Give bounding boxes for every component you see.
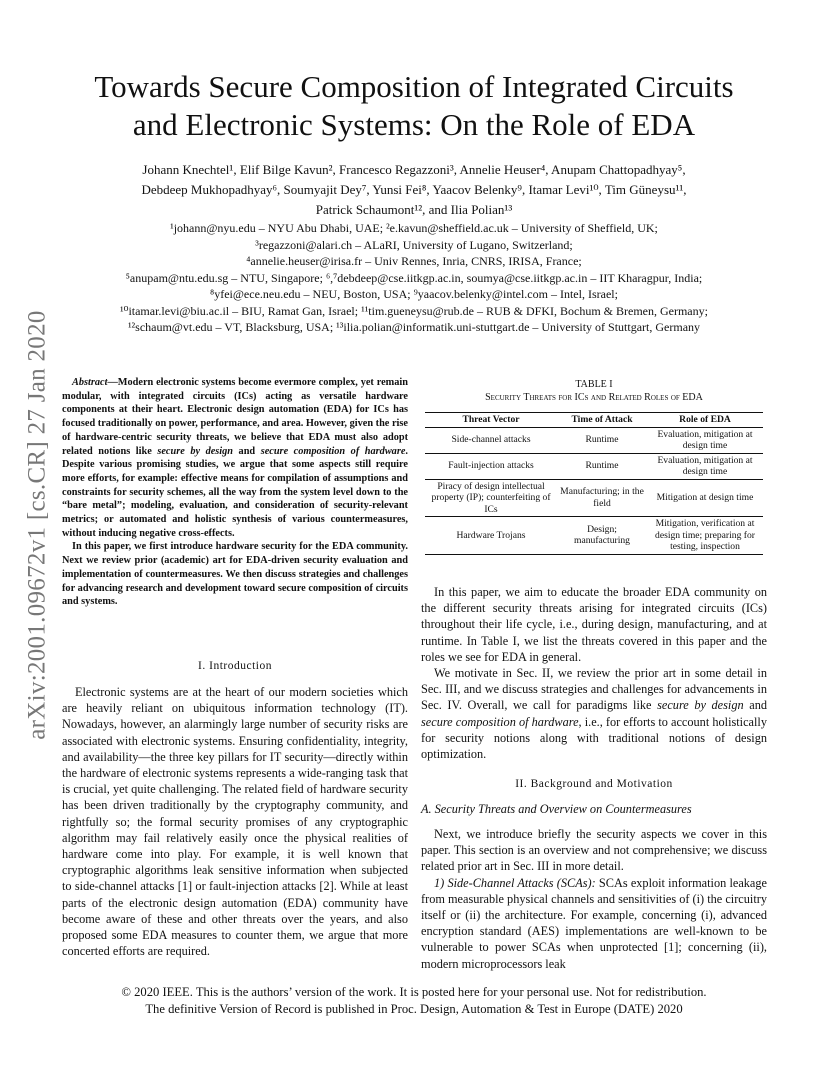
- author-list: [60, 160, 768, 220]
- footer-line-2: The definitive Version of Record is published in Proc. Design, Automation & Test in Europe (DATE) 2020: [145, 1002, 683, 1016]
- right-paragraph-2: [421, 665, 767, 762]
- table-cell: Side-channel attacks: [425, 427, 557, 453]
- table-cell: Evaluation, mitigation at design time: [647, 427, 763, 453]
- title-line-1: Towards Secure Composition of Integrated Circuits: [94, 69, 734, 104]
- arxiv-stamp: [18, 290, 58, 760]
- body-text: , i.e., for efforts to account holistically for security notions along with traditional notions of design optimization.: [421, 714, 767, 762]
- body-emphasis: secure composition of hardware: [421, 714, 579, 729]
- table-cell: Fault-injection attacks: [425, 453, 557, 479]
- table-header-cell: Role of EDA: [647, 413, 763, 428]
- table-cell: Hardware Trojans: [425, 517, 557, 555]
- footer-line-1: © 2020 IEEE. This is the authors’ version of the work. It is posted here for your personal use. Not for redistribution.: [121, 985, 707, 999]
- table-row: [425, 517, 763, 555]
- table-row: [425, 427, 763, 453]
- table-header-cell: Time of Attack: [557, 413, 647, 428]
- abstract-emphasis: secure composition of hardware: [260, 445, 406, 457]
- table-cell: Evaluation, mitigation at design time: [647, 453, 763, 479]
- abstract-text: . Despite various promising studies, we argue that some aspects still require more efforts, for example: effective means for compilation of assumptions and constraints for security schemes, all the way from the system level down to the “bare metal”; modeling, evaluation, and consideration of security-relevant metrics; or automated and holistic synthesis of various countermeasures, without inducing negative cross-effects.: [62, 445, 408, 539]
- body-text: SCAs exploit information leakage from measurable physical channels and sensitivities of (i) the circuitry itself or (ii) the architecture. For example, concerning (i), advanced encryption standard (AES) implementations are well-known to be vulnerable to power SCAs when unprotected [1]; concerning (ii), modern microprocessors leak: [421, 875, 767, 971]
- abstract-label: Abstract: [72, 377, 108, 388]
- table-cell: Piracy of design intellectual property (IP); counterfeiting of ICs: [425, 479, 557, 517]
- body-text: and: [743, 698, 767, 713]
- abstract: [62, 376, 408, 609]
- affiliation-line: ¹johann@nyu.edu – NYU Abu Dhabi, UAE; ²e.kavun@sheffield.ac.uk – University of Sheffield, UK;: [170, 221, 658, 235]
- background-body: [421, 826, 767, 972]
- copyright-footer: [40, 984, 788, 1018]
- affiliation-line: ⁴annelie.heuser@irisa.fr – Univ Rennes, Inria, CNRS, IRISA, France;: [246, 254, 582, 268]
- intro-heading: I. Introduction: [198, 660, 272, 672]
- background-subheading: A. Security Threats and Overview on Countermeasures: [421, 802, 692, 816]
- table-cell: Mitigation, verification at design time; preparing for testing, inspection: [647, 517, 763, 555]
- abstract-paragraph-1: [62, 376, 408, 540]
- affiliations: [40, 220, 788, 336]
- abstract-emphasis: secure by design: [157, 445, 234, 457]
- table-header-row: [425, 413, 763, 428]
- abstract-text: and: [233, 445, 261, 457]
- affiliation-line: ¹²schaum@vt.edu – VT, Blacksburg, USA; ¹³ilia.polian@informatik.uni-stuttgart.de – University of Stuttgart, Germany: [127, 320, 701, 334]
- authors-line-1: Johann Knechtel¹, Elif Bilge Kavun², Francesco Regazzoni³, Annelie Heuser⁴, Anupam Chattopadhyay⁵,: [142, 162, 686, 177]
- background-paragraph-1: Next, we introduce briefly the security aspects we cover in this paper. This section is an overview and not comprehensive; we discuss related prior art in Sec. III in more detail.: [421, 827, 767, 874]
- body-text: We motivate in Sec. II, we review the prior art in some detail in Sec. III, and we discuss strategies and challenges for advancements in Sec. IV. Overall, we call for paradigms like: [421, 666, 767, 713]
- table-cell: Manufacturing; in the field: [557, 479, 647, 517]
- right-body: [421, 584, 767, 762]
- affiliation-line: ⁸yfei@ece.neu.edu – NEU, Boston, USA; ⁹yaacov.belenky@intel.com – Intel, Israel;: [210, 287, 618, 301]
- abstract-paragraph-2: In this paper, we first introduce hardware security for the EDA community. Next we review prior (academic) art for EDA-driven security evaluation and implementation of countermeasures. We then discuss strategies and challenges for advancing research and development toward secure composition of circuits and systems.: [62, 541, 408, 608]
- table-cell: Mitigation at design time: [647, 479, 763, 517]
- table-row: [425, 453, 763, 479]
- body-emphasis: secure by design: [657, 698, 744, 713]
- arxiv-stamp-text: arXiv:2001.09672v1 [cs.CR] 27 Jan 2020: [24, 310, 52, 740]
- threats-table: [425, 412, 763, 555]
- table-cell: Design; manufacturing: [557, 517, 647, 555]
- affiliation-line: ¹⁰itamar.levi@biu.ac.il – BIU, Ramat Gan, Israel; ¹¹tim.gueneysu@rub.de – RUB & DFKI, Bochum & Bremen, Germany;: [120, 303, 708, 318]
- affiliation-line: ⁵anupam@ntu.edu.sg – NTU, Singapore; ⁶,⁷debdeep@cse.iitkgp.ac.in, soumya@cse.iitkgp.ac.in – IIT Kharagpur, India;: [125, 270, 703, 285]
- intro-paragraph-1: Electronic systems are at the heart of our modern societies which are heavily reliant on ubiquitous information technology (IT). Nowadays, however, an alarmingly large number of security risks are associated with electronic systems. Ensuring confidentiality, integrity, and availability—the three key pillars for IT security—directly within the hardware of electronic systems represents a wide-ranging task that is crucial, yet quite challenging. The related field of hardware security has been driven traditionally by the cryptography community, and rightfully so; the formal security promises of any cryptographic algorithm may fail relatively easily once the physical realities of hardware come into play. For example, it is well known that cryptographic algorithms leak sensitive information when subjected to side-channel attacks [1] or fault-injection attacks [2]. While at least parts of the electronic design automation (EDA) community have become aware of these and other threats over the years, and also proposed some EDA measures to counter them, we argue that more concerted efforts are required.: [62, 685, 408, 959]
- table-label: TABLE I: [575, 379, 613, 390]
- table-caption: [421, 378, 767, 404]
- table-header-cell: Threat Vector: [425, 413, 557, 428]
- paragraph-label: 1) Side-Channel Attacks (SCAs):: [434, 875, 596, 890]
- authors-line-3: Patrick Schaumont¹², and Ilia Polian¹³: [315, 202, 513, 217]
- title-line-2: and Electronic Systems: On the Role of EDA: [132, 107, 696, 142]
- affiliation-line: ³regazzoni@alari.ch – ALaRI, University of Lugano, Switzerland;: [255, 237, 573, 252]
- table-cell: Runtime: [557, 427, 647, 453]
- authors-line-2: Debdeep Mukhopadhyay⁶, Soumyajit Dey⁷, Yunsi Fei⁸, Yaacov Belenky⁹, Itamar Levi¹⁰, Tim Güneysu¹¹,: [141, 182, 687, 197]
- abstract-text: —Modern electronic systems become evermore complex, yet remain modular, with integrated circuits (ICs) acting as versatile hardware components at their heart. Electronic design automation (EDA) for ICs has focused traditionally on power, performance, and area. However, given the rise of hardware-centric security threats, we believe that EDA must also adopt related notions like: [62, 377, 408, 457]
- table-row: [425, 479, 763, 517]
- table-title: Security Threats for ICs and Related Roles of EDA: [485, 392, 703, 403]
- paper-title: [60, 68, 768, 144]
- table-cell: Runtime: [557, 453, 647, 479]
- intro-body: [62, 684, 408, 959]
- background-paragraph-2: [421, 875, 767, 972]
- background-heading: II. Background and Motivation: [515, 778, 673, 790]
- right-paragraph-1: In this paper, we aim to educate the broader EDA community on the different security threats arising for integrated circuits (ICs) throughout their life cycle, i.e., during design, manufacturing, and at runtime. In Table I, we list the threats covered in this paper and the roles we see for EDA in general.: [421, 585, 767, 664]
